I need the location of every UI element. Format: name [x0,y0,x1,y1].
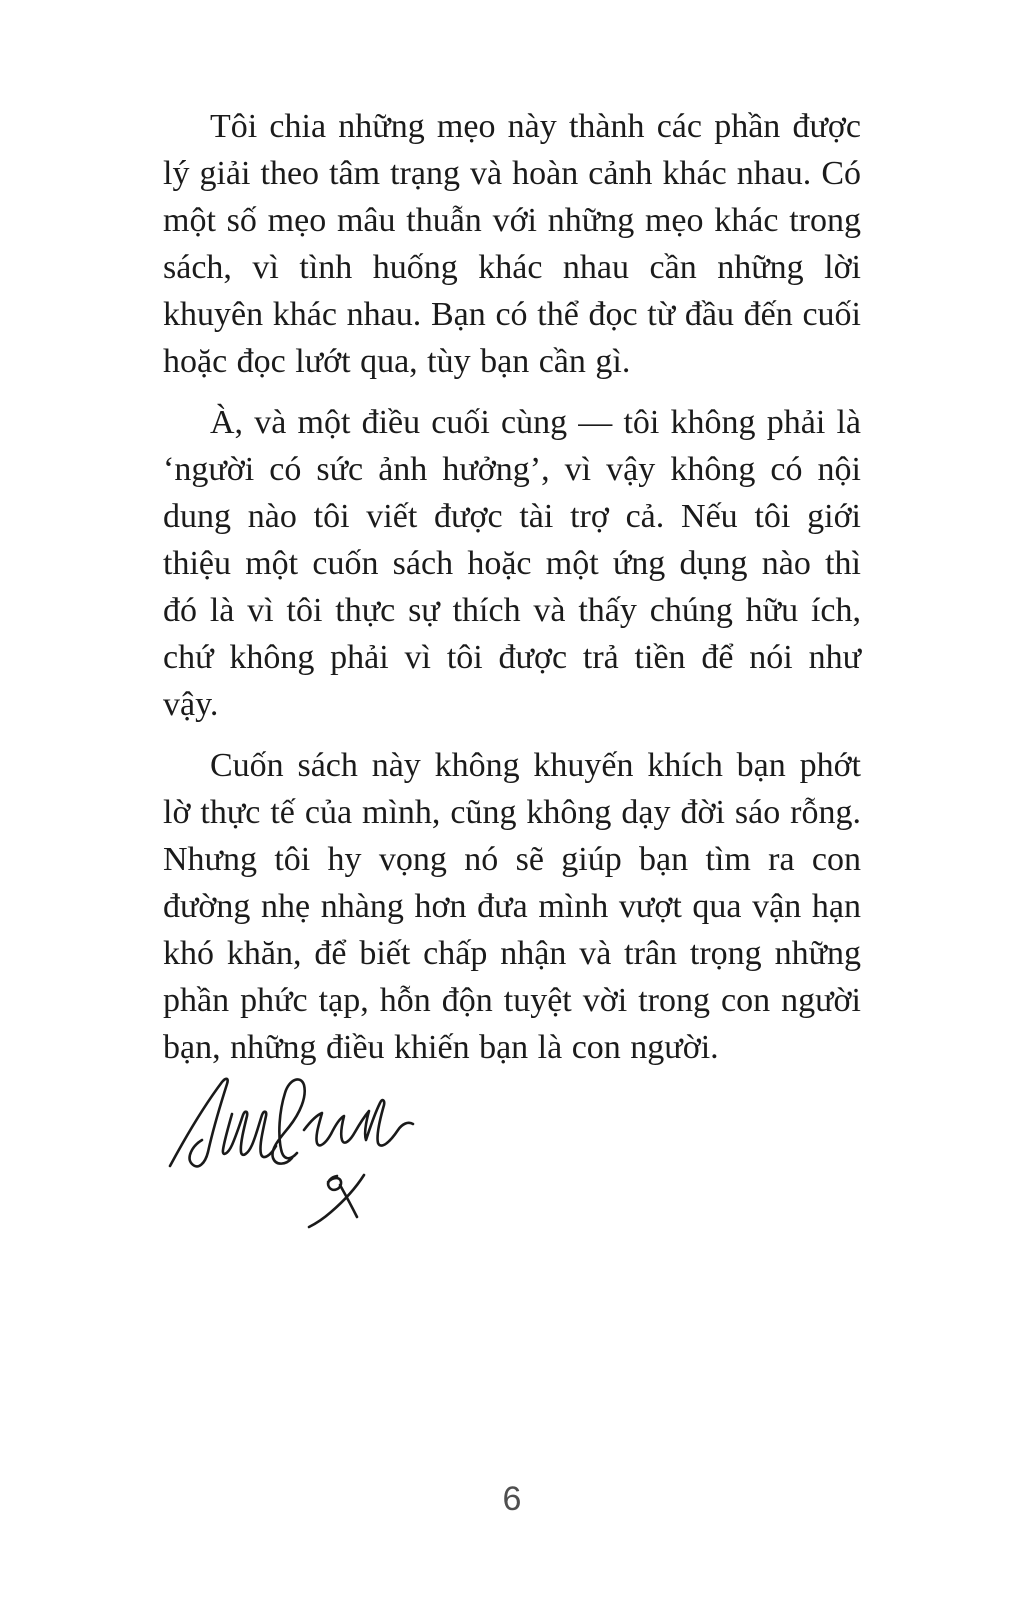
signature-stroke-ark [304,1100,413,1146]
signature-kiss-loop [328,1176,341,1190]
signature-stroke-ill [223,1112,276,1157]
page-number: 6 [502,1480,522,1518]
paragraph: Tôi chia những mẹo này thành các phần được lý giải theo tâm trạng và hoàn cảnh khác nhau. Có một số mẹo mâu thuẫn với những mẹo khác trong sách, vì tình huống khác nhau cần những lời khuyên khác nhau. Bạn có thể đọc từ đầu đến cuối hoặc đọc lướt qua, tùy bạn cần gì. [163,108,861,380]
body-text [163,103,861,1085]
paragraph: Cuốn sách này không khuyến khích bạn phớt lờ thực tế của mình, cũng không dạy đời sáo rỗng. Nhưng tôi hy vọng nó sẽ giúp bạn tìm ra con đường nhẹ nhàng hơn đưa mình vượt qua vận hạn khó khăn, để biết chấp nhận và trân trọng những phần phức tạp, hỗn độn tuyệt vời trong con người bạn, những điều khiến bạn là con người. [163,747,861,1066]
signature-image [168,1068,418,1233]
paragraph: À, và một điều cuối cùng — tôi không phải là ‘người có sức ảnh hưởng’, vì vậy không có nội dung nào tôi viết được tài trợ cả. Nếu tôi giới thiệu một cuốn sách hoặc một ứng dụng nào thì đó là vì tôi thực sự thích và thấy chúng hữu ích, chứ không phải vì tôi được trả tiền để nói như vậy. [163,404,861,723]
signature-block [168,1068,418,1233]
signature-stroke-jill [170,1079,228,1167]
signature-kiss-stroke-long [309,1175,364,1227]
signature-stroke-st [272,1079,304,1163]
